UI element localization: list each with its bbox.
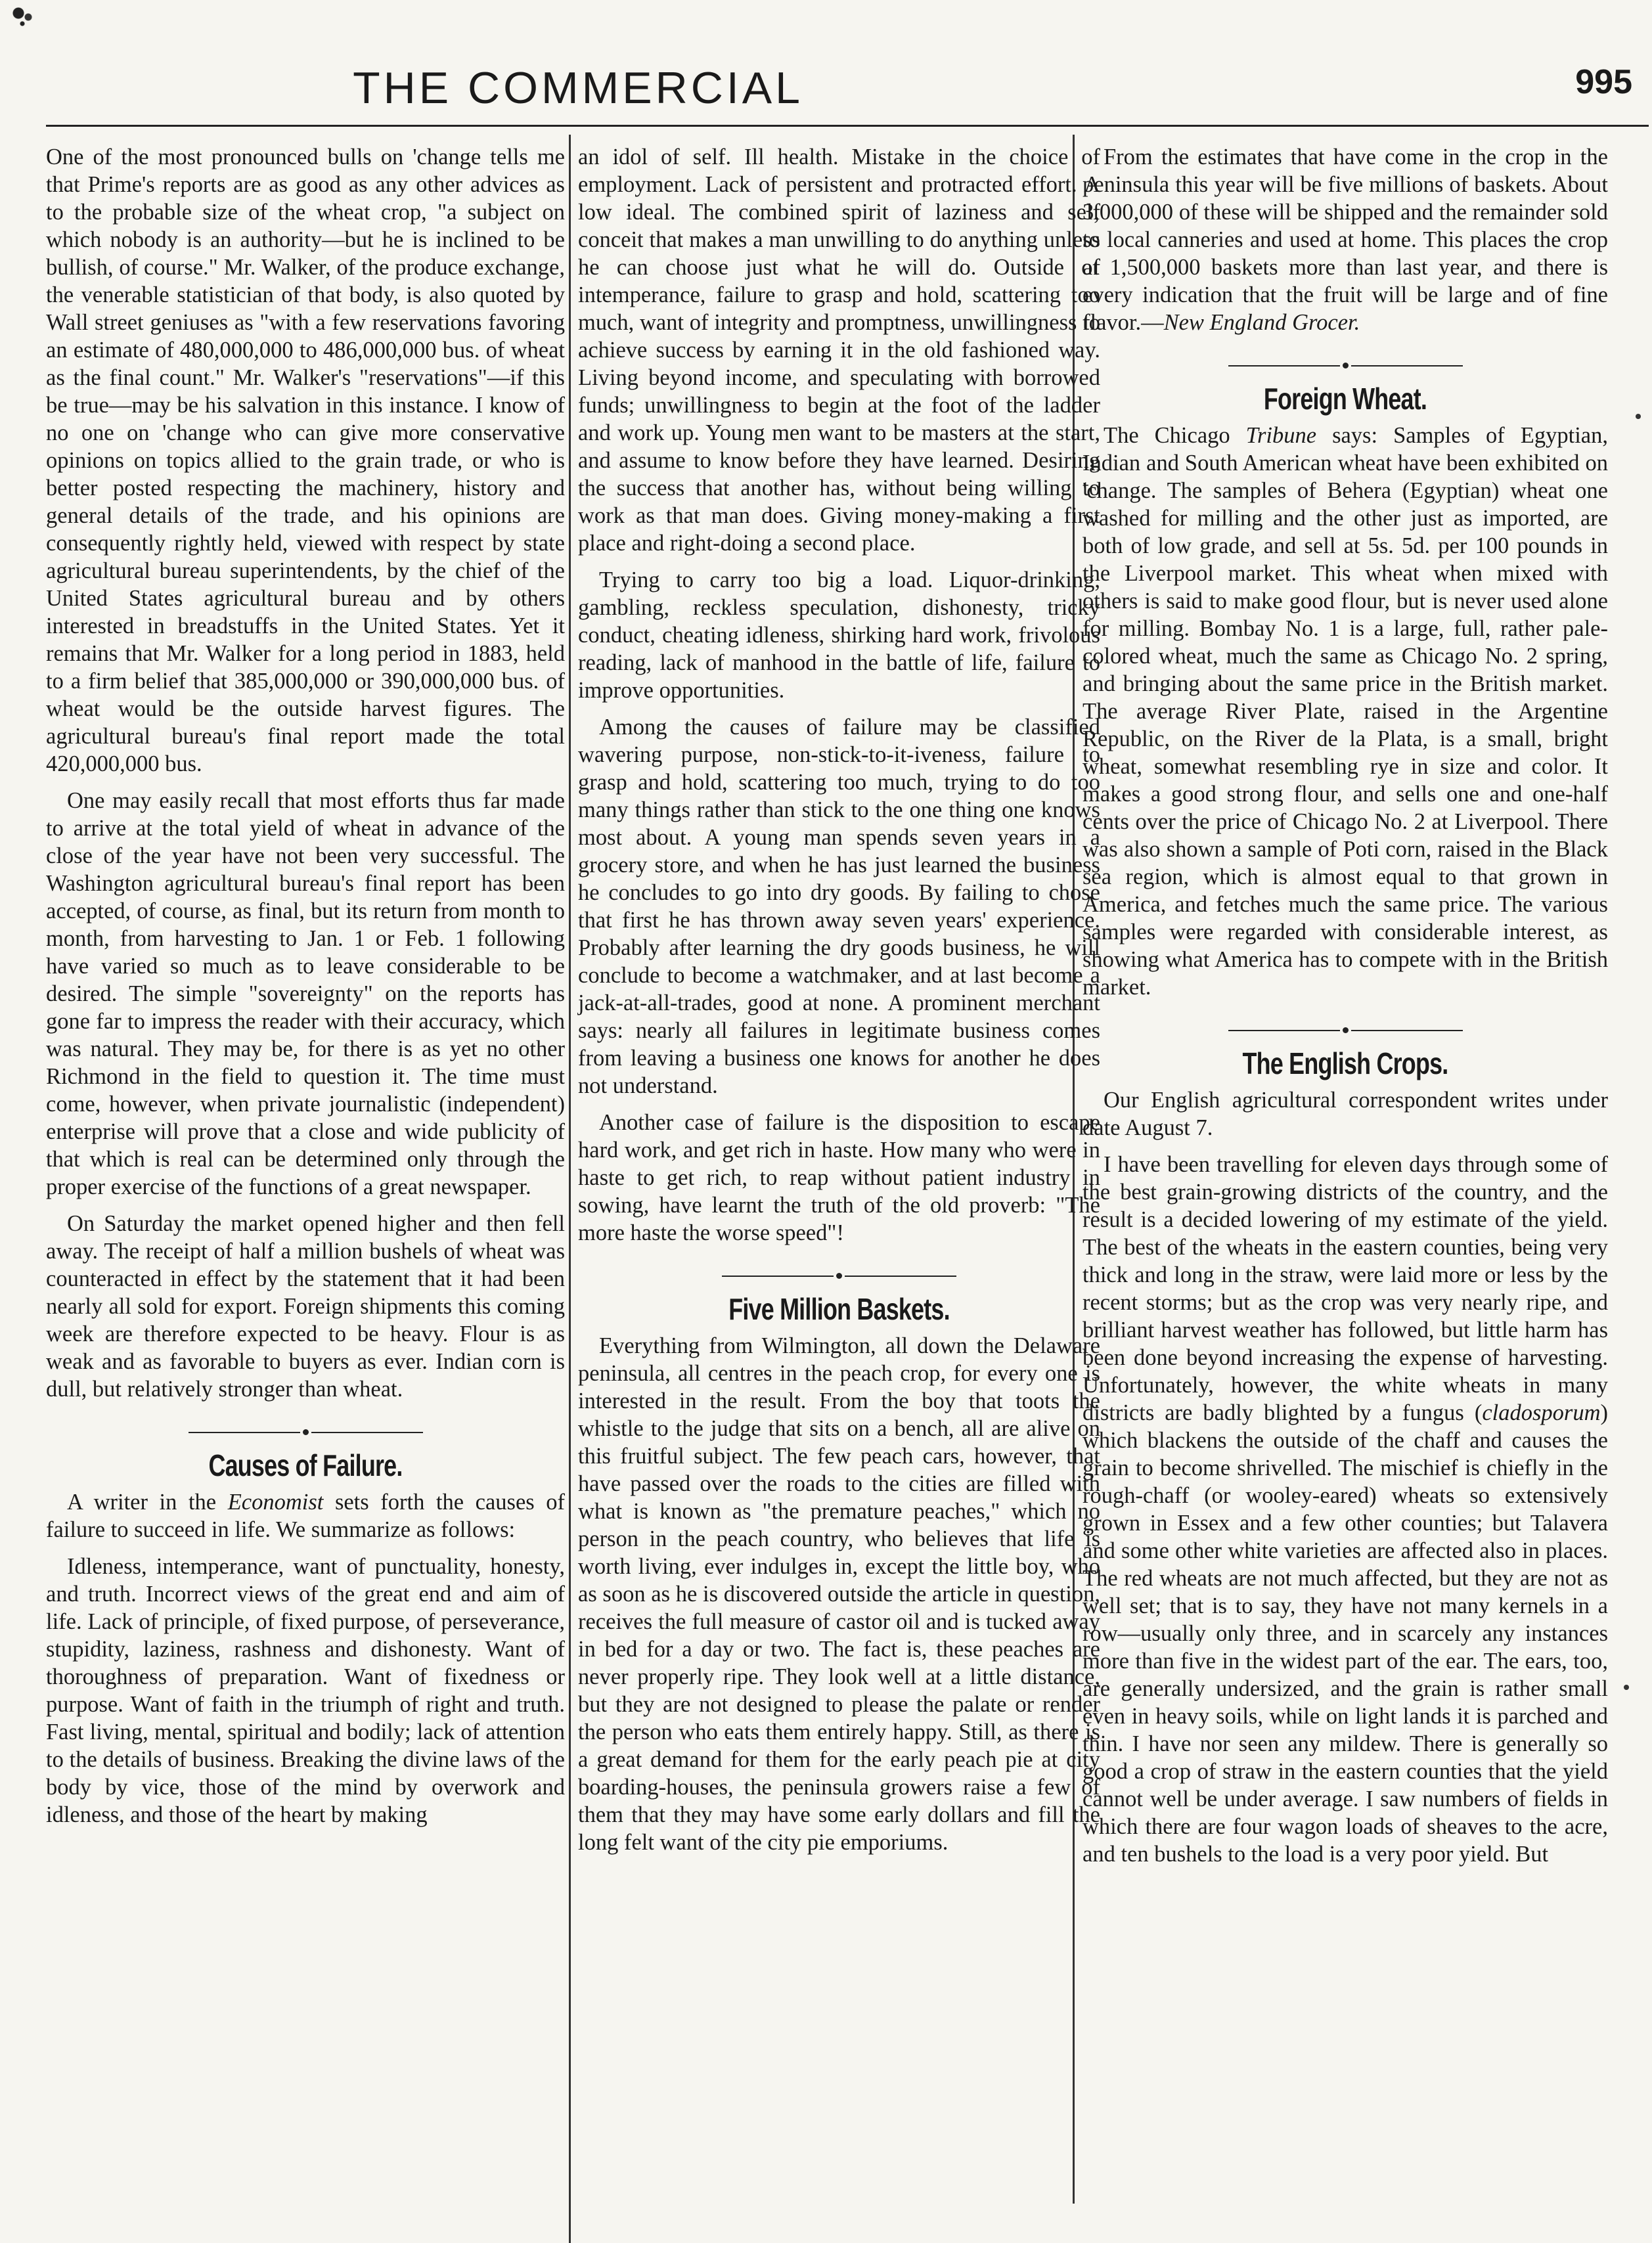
masthead-title: THE COMMERCIAL <box>353 63 803 113</box>
paragraph: Another case of failure is the disposition to escape hard work, and get rich in haste. How many who were in haste to get rich, to reap without patient industry in sowing, have learnt the truth of the old proverb: "The more haste the worse speed"! <box>578 1110 1100 1245</box>
paragraph: On Saturday the market opened higher and then fell away. The receipt of half a million bushels of wheat was counteracted in effect by the statement that it had been nearly all sold for export. Foreign shipments this coming week are therefore expected to be heavy. Flour is as weak and as favorable to buyers as ever. Indian corn is dull, but relatively stronger than wheat. <box>46 1211 565 1402</box>
article-heading: Foreign Wheat. <box>1263 382 1427 416</box>
article-heading: Causes of Failure. <box>208 1448 403 1482</box>
section-separator <box>1083 1015 1608 1043</box>
source-credit: New England Grocer. <box>1163 310 1360 335</box>
paragraph: Among the causes of failure may be classified wavering purpose, non-stick-to-it-iveness, failure to grasp and hold, scattering too much, trying to do too many things rather than stick to the one thing one knows most about. A young man spends seven years in a grocery store, and when he has just learned the business he concludes to go into dry goods. By failing to chose that first he has thrown away seven years' experience. Probably after learning the dry goods business, he will conclude to become a watchmaker, and at last become a jack-at-all-trades, good at none. A prominent merchant says: nearly all failures in legitimate business comes from leaving a business one knows for another he does not understand. <box>578 715 1100 1098</box>
paragraph <box>1083 422 1608 1001</box>
scan-artifact <box>7 5 46 32</box>
text: A writer in the <box>67 1490 228 1515</box>
paragraph: Everything from Wilmington, all down the Delaware peninsula, all centres in the peach crop, for every one is interested in the result. From the boy that toots the whistle to the judge that sits on a bench, all are alive on this fruitful subject. The few peach cars, however, that have passed over the roads to the cities are filled with what is known as "the premature peaches," which no person in the peach country, who believes that life is worth living, ever indulges in, except the little boy, who as soon as he is discovered outside the article in question, receives the full measure of castor oil and is tucked away in bed for a day or two. The fact is, these peaches are never properly ripe. They look well at a little distance, but they are not designed to please the palate or render the person who eats them entirely happy. Still, as there is a great demand for them for the early peach pie at city boarding-houses, the peninsula growers raise a few of them that they may have some early dollars and fill the long felt want of the city pie emporiums. <box>578 1333 1100 1855</box>
paragraph: Idleness, intemperance, want of punctuality, honesty, and truth. Incorrect views of the great end and aim of life. Lack of principle, of fixed purpose, of perseverance, stupidity, laziness, rashness and dishonesty. Want of thoroughness of preparation. Want of fixedness or purpose. Want of faith in the triumph of right and truth. Fast living, mental, spiritual and bodily; lack of attention to the details of business. Breaking the divine laws of the body by vice, those of the mind by overwork and idleness, and those of the heart by making <box>46 1554 565 1827</box>
column-1 <box>46 143 565 1838</box>
italic-text: Tribune <box>1245 423 1317 448</box>
article-heading: Five Million Baskets. <box>728 1292 950 1326</box>
text: says: Samples of Egyptian, Indian and South American wheat have been exhibited on 'change. The samples of Behera (Egyptian) wheat one washed for milling and the other just as imported, are both of low grade, and sell at 5s. 5d. per 100 pounds in the Liverpool market. This wheat when mixed with others is said to make good flour, but is never used alone for milling. Bombay No. 1 is a large, full, rather pale-colored wheat, much the same as Chicago No. 2 spring, and bringing about the same price in the British market. The average River Plate, raised in the Argentine Republic, on the River de la Plata, is a small, bright wheat, somewhat resembling rye in size and color. It makes a good strong flour, and sells one and one-half cents over the price of Chicago No. 2 at Liverpool. There was also shown a sample of Poti corn, raised in the Black sea region, which is almost equal to that grown in America, and fetches much the same price. The various samples were regarded with considerable interest, as showing what America has to compete with in the British market. <box>1083 423 1608 1000</box>
section-separator <box>578 1261 1100 1289</box>
text: From the estimates that have come in the crop in the peninsula this year will be five millions of baskets. About 3,000,000 of these will be shipped and the remainder sold to local canneries and used at home. This places the crop at 1,500,000 baskets more than last year, and there is every indication that the fruit will be large and of fine flavor.— <box>1083 144 1608 335</box>
margin-mark <box>1624 1685 1629 1690</box>
paragraph: Trying to carry too big a load. Liquor-drinking, gambling, reckless speculation, dishonesty, tricky conduct, cheating idleness, shirking hard work, frivolous reading, lack of manhood in the battle of life, failure to improve opportunities. <box>578 567 1100 703</box>
page-header <box>0 56 1652 118</box>
text: I have been travelling for eleven days through some of the best grain-growing districts of the country, and the result is a decided lowering of my estimate of the yield. The best of the wheats in the eastern counties, being very thick and long in the straw, were laid more or less by the recent storms; but as the crop was very nearly ripe, and brilliant harvest weather has followed, but little harm has been done beyond increasing the expense of harvesting. Unfortunately, however, the white wheats in many districts are badly blighted by a fungus ( <box>1083 1152 1608 1425</box>
text: ) which blackens the outside of the chaff and causes the grain to become shrivelled. The mischief is chiefly in the rough-chaff (or wooley-eared) wheats so extensively grown in Essex and a few other counties; but Talavera and some other white varieties are affected also in places. The red wheats are not much affected, but they are not as well set; that is to say, they have not many kernels in a row—usually only three, and in scarcely any instances more than five in the widest part of the ear. The ears, too, are generally undersized, and the grain is rather small even in heavy soils, while on light lands it is parched and thin. I have nor seen any mildew. There is generally so good a crop of straw in the eastern counties that the yield cannot well be under average. I saw numbers of fields in which there are four wagon loads of sheaves to the acre, and ten bushels to the load is a very poor yield. But <box>1083 1400 1608 1867</box>
paragraph: One may easily recall that most efforts thus far made to arrive at the total yield of wheat in advance of the close of the year have not been very successful. The Washington agricultural bureau's final report has been accepted, of course, as final, but its return from month to month, from harvesting to Jan. 1 or Feb. 1 following have varied so much as to leave considerable to be desired. The simple "sovereignty" on the reports has gone far to impress the reader with their accuracy, which was natural. They may be, for there is as yet no other Richmond in the field to question it. The time must come, however, when private journalistic (independent) enterprise will prove that a close and wide publicity of that which is real can be determined only through the proper exercise of the functions of a great newspaper. <box>46 788 565 1199</box>
text: sets forth the causes of failure to succeed in life. We summarize as follows: <box>46 1490 565 1542</box>
page-number: 995 <box>1575 63 1632 101</box>
text: The Chicago <box>1104 423 1246 448</box>
paragraph <box>1083 1151 1608 1868</box>
section-separator <box>1083 351 1608 378</box>
header-rule <box>46 125 1649 127</box>
column-3 <box>1083 143 1608 1877</box>
paragraph: Our English agricultural correspondent writes under date August 7. <box>1083 1088 1608 1140</box>
paragraph <box>1083 143 1608 336</box>
paragraph: One of the most pronounced bulls on 'change tells me that Prime's reports are as good as any other advices as to the probable size of the wheat crop, "a subject on which nobody is an authority—but he is inclined to be bullish, of course." Mr. Walker, of the produce exchange, the venerable statistician of that body, is also quoted by Wall street geniuses as "with a few reservations favoring an estimate of 480,000,000 to 486,000,000 bus. of wheat as the final count." Mr. Walker's "reservations"—if this be true—may be his salvation in this instance. I know of no one on 'change who can give more conservative opinions on topics allied to the grain trade, or who is better posted respecting the machinery, history and general details of the trade, and his opinions are consequently rightly held, viewed with respect by state agricultural bureau superintendents, by the chief of the United States agricultural bureau and by others interested in breadstuffs in the United States. Yet it remains that Mr. Walker for a long period in 1883, held to a firm belief that 385,000,000 or 390,000,000 bus. of wheat would be the outside harvest figures. The agricultural bureau's final report made the total 420,000,000 bus. <box>46 144 565 776</box>
italic-text: Economist <box>227 1490 324 1515</box>
section-separator <box>46 1417 565 1445</box>
italic-text: cladosporum <box>1482 1400 1601 1425</box>
margin-mark <box>1636 414 1641 419</box>
column-2 <box>578 143 1100 1865</box>
article-heading: The English Crops. <box>1242 1046 1448 1080</box>
paragraph: an idol of self. Ill health. Mistake in the choice of employment. Lack of persistent and protracted effort. A low ideal. The combined spirit of laziness and self conceit that makes a man unwilling to do anything unless he can choose just what he will do. Outside of intemperance, failure to grasp and hold, scattering too much, want of integrity and promptness, unwillingness to achieve success by earning it in the old fashioned way. Living beyond income, and speculating with borrowed funds; unwillingness to begin at the foot of the ladder and work up. Young men want to be masters at the start, and assume to know before they have learned. Desiring the success that another has, without being willing to work as that man does. Giving money-making a first place and right-doing a second place. <box>578 144 1100 556</box>
paragraph <box>46 1488 565 1543</box>
column-divider <box>569 135 571 2243</box>
